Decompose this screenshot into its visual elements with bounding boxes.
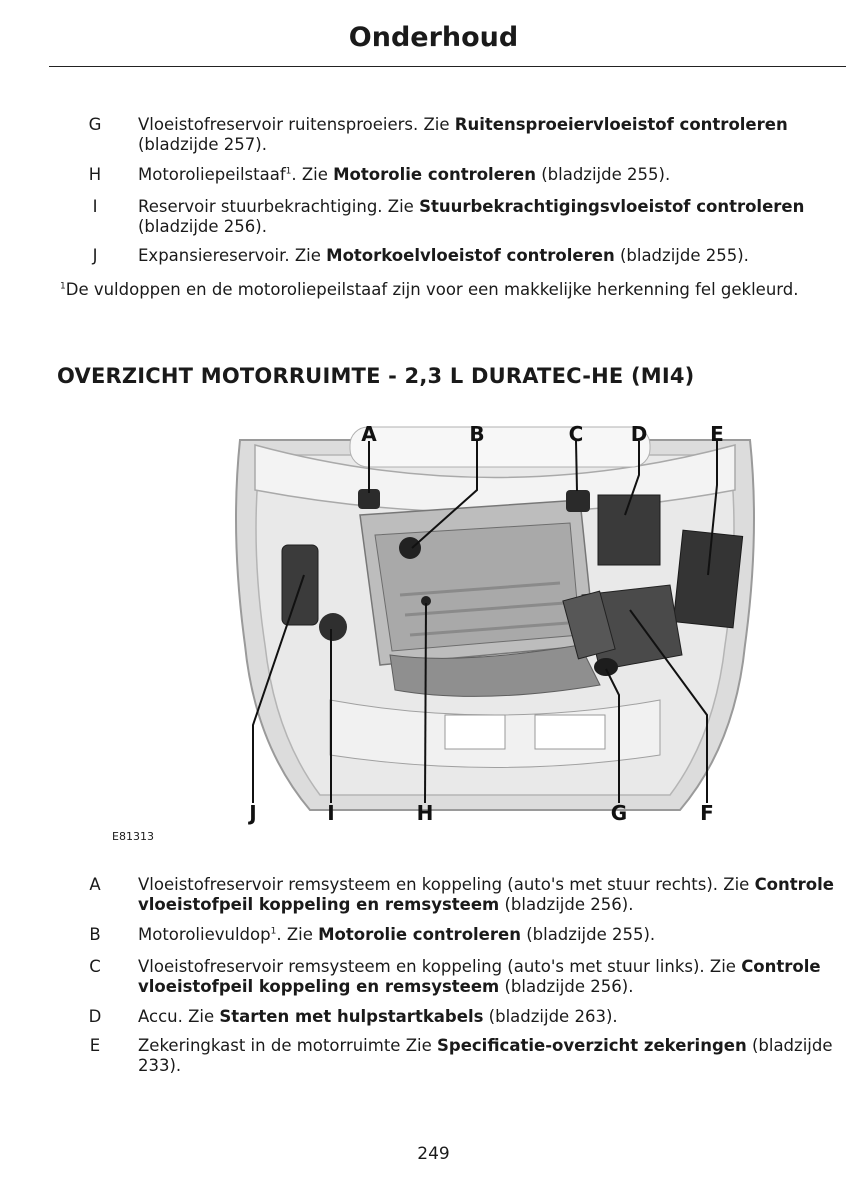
section-title: OVERZICHT MOTORRUIMTE - 2,3 L DURATEC-HE (MI4) [57,364,695,388]
callout-label-h: H [416,801,434,825]
callout-label-c: C [568,422,584,446]
item-text: Zekeringkast in de motorruimte Zie Specificatie-overzicht zekeringen (bladzijde 233). [138,1036,833,1075]
callout-label-j: J [249,801,257,825]
figure-id: E81313 [112,830,154,843]
header-divider [49,66,846,67]
item-text: Expansiereservoir. Zie Motorkoelvloeistof controleren (bladzijde 255). [138,246,749,265]
item-text: Vloeistofreservoir remsysteem en koppeling (auto's met stuur rechts). Zie Controle vloeistofpeil koppeling en remsysteem (bladzijde 256). [138,875,834,914]
callout-label-a: A [361,422,377,446]
callout-label-d: D [630,422,648,446]
callout-label-g: G [610,801,628,825]
item-letter: J [92,246,98,265]
item-letter: A [89,875,101,894]
item-text: Motoroliepeilstaaf$^1$. Zie Motorolie controleren (bladzijde 255). [138,165,671,184]
item-text: Accu. Zie Starten met hulpstartkabels (bladzijde 263). [138,1007,618,1026]
engine-bay-illustration [200,415,790,825]
callout-label-i: I [327,801,335,825]
item-letter: E [89,1036,101,1055]
page-number: 249 [417,1144,450,1164]
callout-label-f: F [700,801,714,825]
footnote: $^1$De vuldoppen en de motoroliepeilstaaf zijn voor een makkelijke herkenning fel gekleurd. [60,280,799,299]
item-letter: I [92,197,98,216]
item-letter: H [88,165,102,184]
page-header-title: Onderhoud [348,22,519,53]
callout-label-b: B [469,422,485,446]
item-text: Motorolievuldop$^1$. Zie Motorolie controleren (bladzijde 255). [138,925,656,944]
item-letter: G [88,115,102,134]
engine-bay-figure [200,415,790,829]
item-text: Vloeistofreservoir ruitensproeiers. Zie Ruitensproeiervloeistof controleren (bladzijde 257). [138,115,788,154]
callout-label-e: E [710,422,724,446]
item-letter: C [89,957,101,976]
item-letter: B [89,925,101,944]
item-text: Vloeistofreservoir remsysteem en koppeling (auto's met stuur links). Zie Controle vloeistofpeil koppeling en remsysteem (bladzijde 256). [138,957,821,996]
item-text: Reservoir stuurbekrachtiging. Zie Stuurbekrachtigingsvloeistof controleren (bladzijde 256). [138,197,805,236]
item-letter: D [88,1007,102,1026]
